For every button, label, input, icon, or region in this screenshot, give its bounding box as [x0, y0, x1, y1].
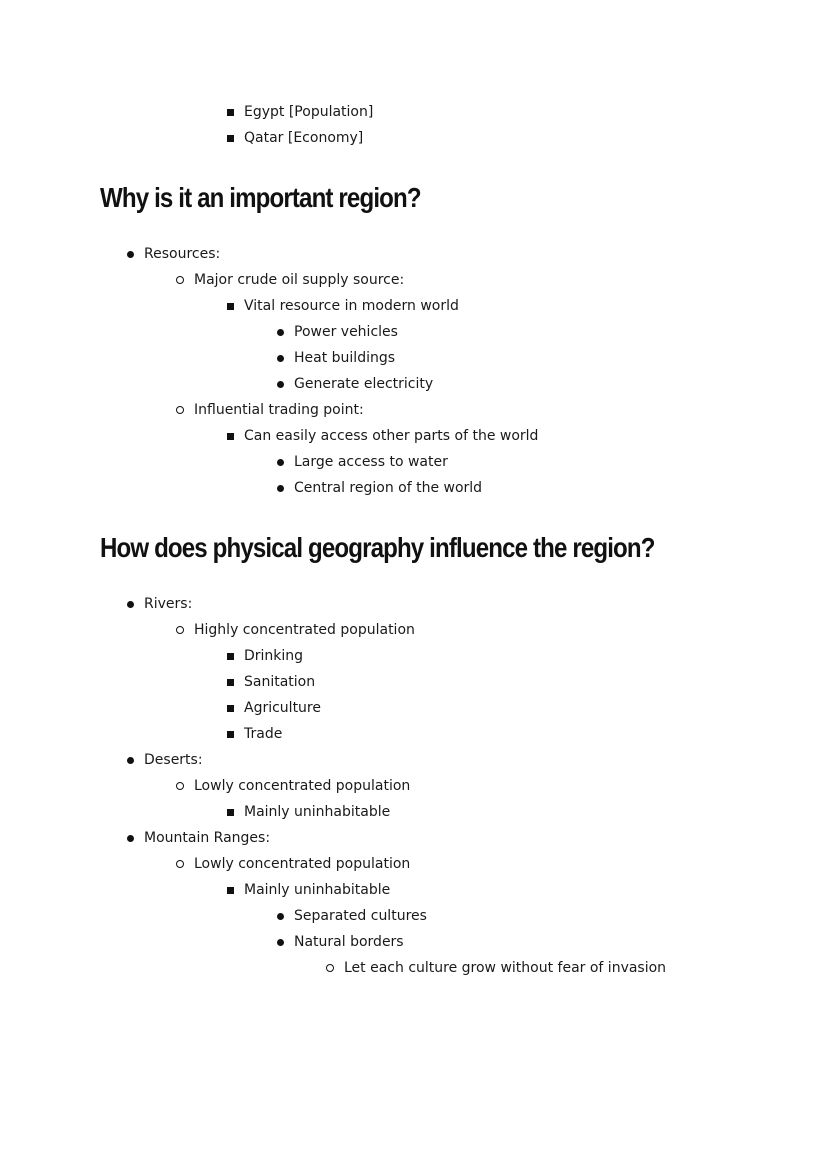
disc-bullet-icon [270, 371, 290, 397]
square-bullet-icon [220, 877, 240, 903]
disc-bullet-icon [270, 345, 290, 371]
circle-bullet-icon [170, 397, 190, 423]
disc-bullet-icon [270, 449, 290, 475]
square-bullet-icon [220, 643, 240, 669]
document-page: Egypt [Population] Qatar [Economy] Why is it an important region? Resources: Major crude oil supply source: Vital resource in modern world Power vehicles Heat buildings Generate electricity Influential trading point: Can easily access other parts of the world Large access to water Central region of the world How does physical geography influence the region? Rivers: Highly concentrated population Drinking Sanitation Agriculture Trade Deserts: Lowly concentrated population Mainly uninhabitable Mountain Ranges: Lowly concentrated population Mainly uninhabitable Separated cultures Natural borders Let each culture grow without fear of invasion [0, 0, 828, 1169]
square-bullet-icon [220, 99, 240, 125]
disc-bullet-icon [120, 241, 140, 267]
square-bullet-icon [220, 799, 240, 825]
disc-bullet-icon [120, 747, 140, 773]
circle-bullet-icon [170, 267, 190, 293]
disc-bullet-icon [270, 929, 290, 955]
disc-bullet-icon [270, 903, 290, 929]
circle-bullet-icon [320, 955, 340, 981]
circle-bullet-icon [170, 773, 190, 799]
section-heading-importance: Why is it an important region? [100, 182, 421, 213]
square-bullet-icon [220, 721, 240, 747]
square-bullet-icon [220, 695, 240, 721]
disc-bullet-icon [120, 591, 140, 617]
disc-bullet-icon [270, 319, 290, 345]
circle-bullet-icon [170, 851, 190, 877]
square-bullet-icon [220, 669, 240, 695]
disc-bullet-icon [120, 825, 140, 851]
circle-bullet-icon [170, 617, 190, 643]
disc-bullet-icon [270, 475, 290, 501]
square-bullet-icon [220, 125, 240, 151]
section-heading-geography: How does physical geography influence the region? [100, 532, 655, 563]
square-bullet-icon [220, 293, 240, 319]
square-bullet-icon [220, 423, 240, 449]
